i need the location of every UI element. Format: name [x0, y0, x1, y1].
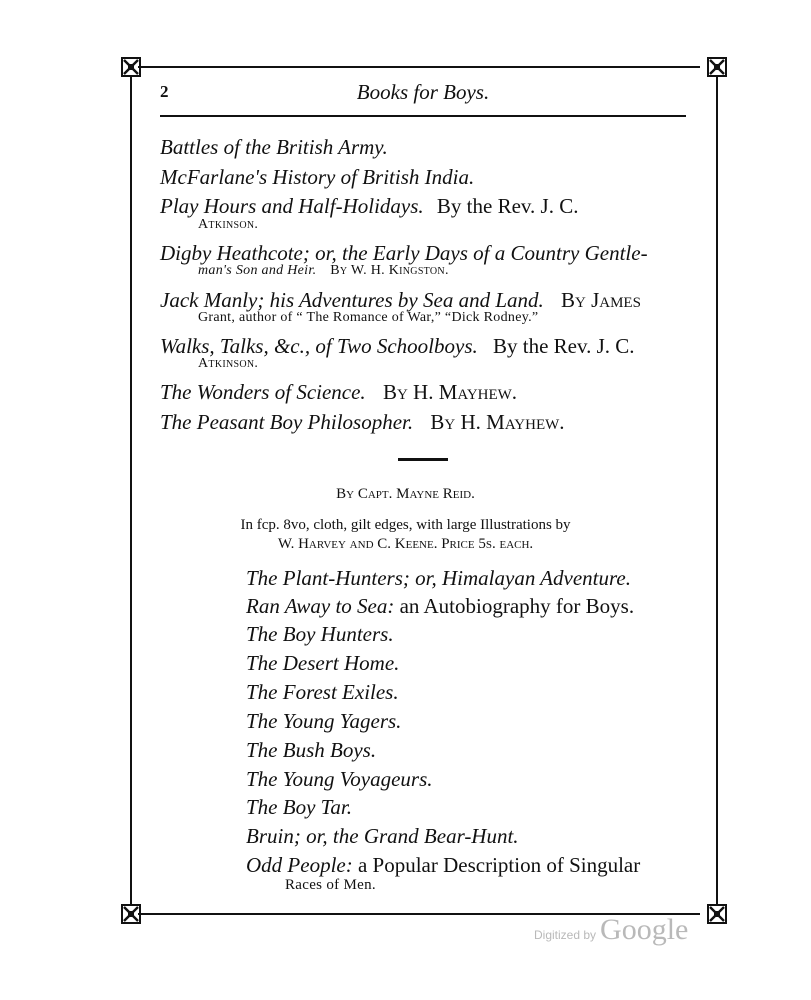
book-author: By H. Mayhew. — [430, 410, 565, 434]
book-title: Battles of the British Army. — [160, 135, 388, 159]
list-item — [246, 767, 433, 792]
book-title: Digby Heathcote; or, the Early Days of a Country Gentle- — [160, 241, 648, 265]
book-title: The Peasant Boy Philosopher. — [160, 410, 414, 434]
running-header — [160, 80, 686, 110]
section-description: W. Harvey and C. Keene. Price 5s. each. — [277, 536, 534, 552]
book-title: The Desert Home. — [246, 651, 400, 675]
author-continuation: Atkinson. — [198, 217, 259, 232]
section-heading: By Capt. Mayne Reid. — [336, 486, 475, 502]
list-item — [246, 824, 519, 849]
book-title: Odd People: — [246, 853, 353, 877]
list-item — [160, 165, 690, 189]
google-logo: Google — [600, 913, 689, 946]
list-item — [160, 380, 690, 404]
section-separator — [398, 458, 448, 461]
list-item — [160, 194, 690, 218]
list-item — [160, 135, 690, 159]
list-item — [160, 334, 690, 358]
book-title: Play Hours and Half-Holidays. — [160, 194, 424, 218]
list-item — [246, 651, 399, 676]
list-item — [246, 566, 631, 591]
book-author: By James — [561, 288, 641, 312]
book-title-cont: man's Son and Heir. — [198, 263, 317, 278]
book-title: Walks, Talks, &c., of Two Schoolboys. — [160, 334, 478, 358]
book-note: a Popular Description of Singular — [352, 853, 641, 877]
watermark-prefix: Digitized by — [534, 928, 597, 942]
title-continuation — [198, 263, 449, 279]
book-title: The Forest Exiles. — [246, 680, 399, 704]
book-title: The Bush Boys. — [246, 738, 377, 762]
book-title: Ran Away to Sea: — [246, 594, 395, 618]
list-item — [246, 622, 394, 647]
section-description: In fcp. 8vo, cloth, gilt edges, with large Illustrations by — [240, 517, 571, 533]
book-title: Bruin; or, the Grand Bear-Hunt. — [246, 824, 519, 848]
page-number: 2 — [160, 82, 169, 101]
header-rule — [160, 115, 686, 117]
book-author: By the Rev. J. C. — [493, 334, 635, 358]
book-title: The Boy Tar. — [246, 795, 352, 819]
book-title: McFarlane's History of British India. — [160, 165, 475, 189]
book-author: By H. Mayhew. — [382, 380, 518, 404]
running-title: Books for Boys. — [356, 80, 490, 104]
digitized-watermark — [534, 913, 688, 947]
book-author: By the Rev. J. C. — [436, 194, 579, 218]
list-item — [246, 738, 376, 763]
list-item — [160, 410, 690, 434]
list-item — [160, 241, 690, 265]
corner-ornament-icon — [706, 903, 728, 925]
list-item — [246, 680, 399, 705]
list-item — [246, 795, 352, 820]
title-continuation: Races of Men. — [285, 877, 376, 893]
author-continuation: Grant, author of “ The Romance of War,” “Dick Rodney.” — [198, 310, 539, 325]
book-title: The Wonders of Science. — [160, 380, 366, 404]
book-title: The Young Yagers. — [246, 709, 402, 733]
list-item — [160, 288, 690, 312]
book-note: an Autobiography for Boys. — [394, 594, 635, 618]
book-title: The Boy Hunters. — [246, 622, 394, 646]
list-item — [246, 594, 634, 619]
book-title: The Plant-Hunters; or, Himalayan Adventure. — [246, 566, 631, 590]
book-title: The Young Voyageurs. — [246, 767, 433, 791]
frame-top-rule — [138, 66, 700, 68]
list-item — [246, 709, 401, 734]
corner-ornament-icon — [706, 56, 728, 78]
list-item — [246, 853, 640, 878]
corner-ornament-icon — [120, 903, 142, 925]
book-author: By W. H. Kingston. — [330, 263, 449, 278]
book-title: Jack Manly; his Adventures by Sea and Land. — [160, 288, 544, 312]
corner-ornament-icon — [120, 56, 142, 78]
author-continuation: Atkinson. — [198, 356, 259, 371]
